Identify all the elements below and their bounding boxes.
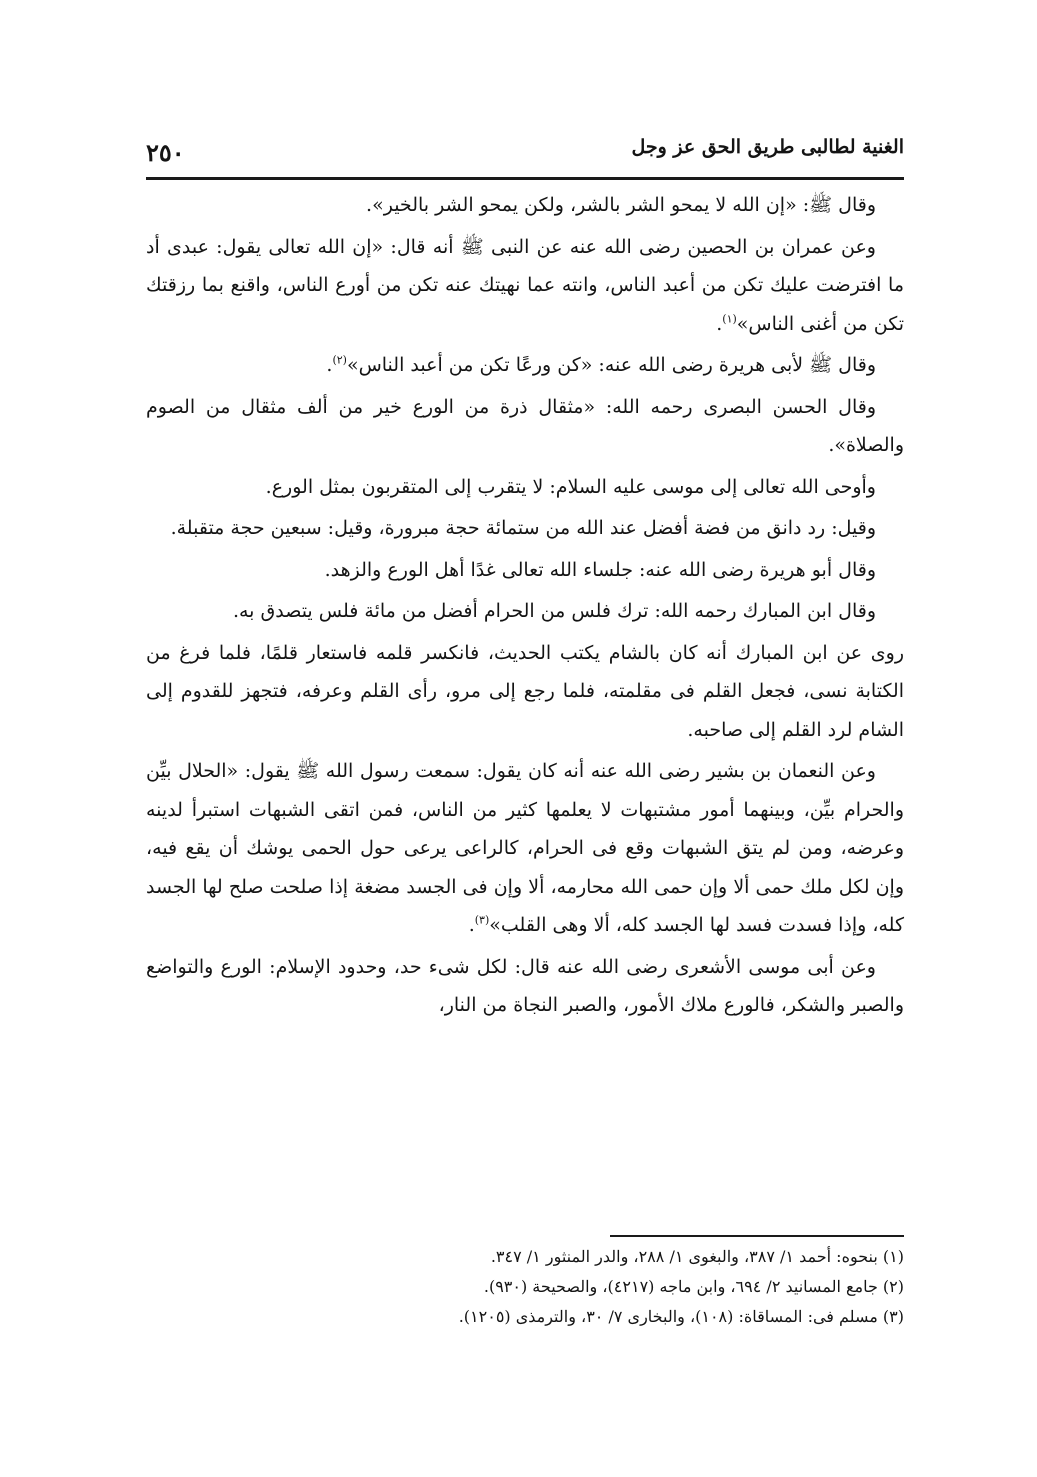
footnote-divider: [610, 1235, 904, 1237]
book-title: الغنية لطالبى طريق الحق عز وجل: [631, 136, 904, 158]
footnote-ref: (١): [722, 312, 737, 326]
footnote: (٣) مسلم فى: المساقاة: (١٠٨)، والبخارى ٧/ ٣٠، والترمذى (١٢٠٥).: [458, 1307, 904, 1326]
paragraph: وعن أبى موسى الأشعرى رضى الله عنه قال: لكل شىء حد، وحدود الإسلام: الورع والتواضع والصبر والشكر، فالورع ملاك الأمور، والصبر النجاة من النار،: [146, 955, 904, 1016]
paragraph: وقال ﷺ: «إن الله لا يمحو الشر بالشر، ولكن يمحو الشر بالخير».: [366, 194, 876, 216]
footnote: (٢) جامع المسانيد ٢/ ٦٩٤، وابن ماجه (٤٢١٧)، والصحيحة (٩٣٠).: [483, 1277, 904, 1296]
paragraph: وعن النعمان بن بشير رضى الله عنه أنه كان يقول: سمعت رسول الله ﷺ يقول: «الحلال بيِّن والحرام بيِّن، وبينهما أمور مشتبهات لا يعلمها كثير من الناس، فمن اتقى الشبهات استبرأ لدينه وعرضه، ومن لم يتق الشبهات وقع فى الحرام، كالراعى يرعى حول الحمى يوشك أن يقع فيه، وإن لكل ملك حمى ألا وإن حمى الله محارمه، ألا وإن فى الجسد مضغة إذا صلحت صلح لها الجسد كله، وإذا فسدت فسد لها الجسد كله، ألا وهى القلب»$^{(٣)}$.: [146, 760, 904, 936]
footnote-ref: (٢): [332, 353, 347, 367]
paragraph: وقال الحسن البصرى رحمه الله: «مثقال ذرة من الورع خير من ألف مثقال من الصوم والصلاة».: [146, 395, 904, 456]
paragraph: وقال ﷺ لأبى هريرة رضى الله عنه: «كن ورعًا تكن من أعبد الناس»$^{(٢)}$.: [326, 353, 876, 376]
paragraph: وقيل: رد دانق من فضة أفضل عند الله من ستمائة حجة مبرورة، وقيل: سبعين حجة متقبلة.: [170, 517, 876, 539]
running-header: [146, 128, 904, 176]
paragraph: وقال أبو هريرة رضى الله عنه: جلساء الله تعالى غدًا أهل الورع والزهد.: [324, 558, 876, 581]
paragraph: وقال ابن المبارك رحمه الله: ترك فلس من الحرام أفضل من مائة فلس يتصدق به.: [232, 600, 876, 622]
footnote: (١) بنحوه: أحمد ١/ ٣٨٧، والبغوى ١/ ٢٨٨، والدر المنثور ١/ ٣٤٧.: [490, 1247, 904, 1266]
paragraph: روى عن ابن المبارك أنه كان بالشام يكتب الحديث، فانكسر قلمه فاستعار قلمًا، فلما فرغ من الكتابة نسى، فجعل القلم فى مقلمته، فلما رجع إلى مرو، رأى القلم وعرفه، فتجهز للقدوم إلى الشام لرد القلم إلى صاحبه.: [146, 641, 904, 741]
paragraph: وعن عمران بن الحصين رضى الله عنه عن النبى ﷺ أنه قال: «إن الله تعالى يقول: عبدى أد ما افترضت عليك تكن من أعبد الناس، وانته عما نهيتك عنه تكن من أورع الناس، واقنع بما رزقتك تكن من أغنى الناس»$^{(١)}$.: [146, 235, 904, 335]
paragraph: وأوحى الله تعالى إلى موسى عليه السلام: لا يتقرب إلى المتقربون بمثل الورع.: [265, 475, 876, 498]
header-divider: [146, 177, 904, 180]
footnotes: [146, 1242, 904, 1332]
footnote-ref: (٣): [474, 913, 490, 927]
main-text: [146, 186, 904, 1028]
page-number: ٢٥٠: [146, 138, 185, 167]
